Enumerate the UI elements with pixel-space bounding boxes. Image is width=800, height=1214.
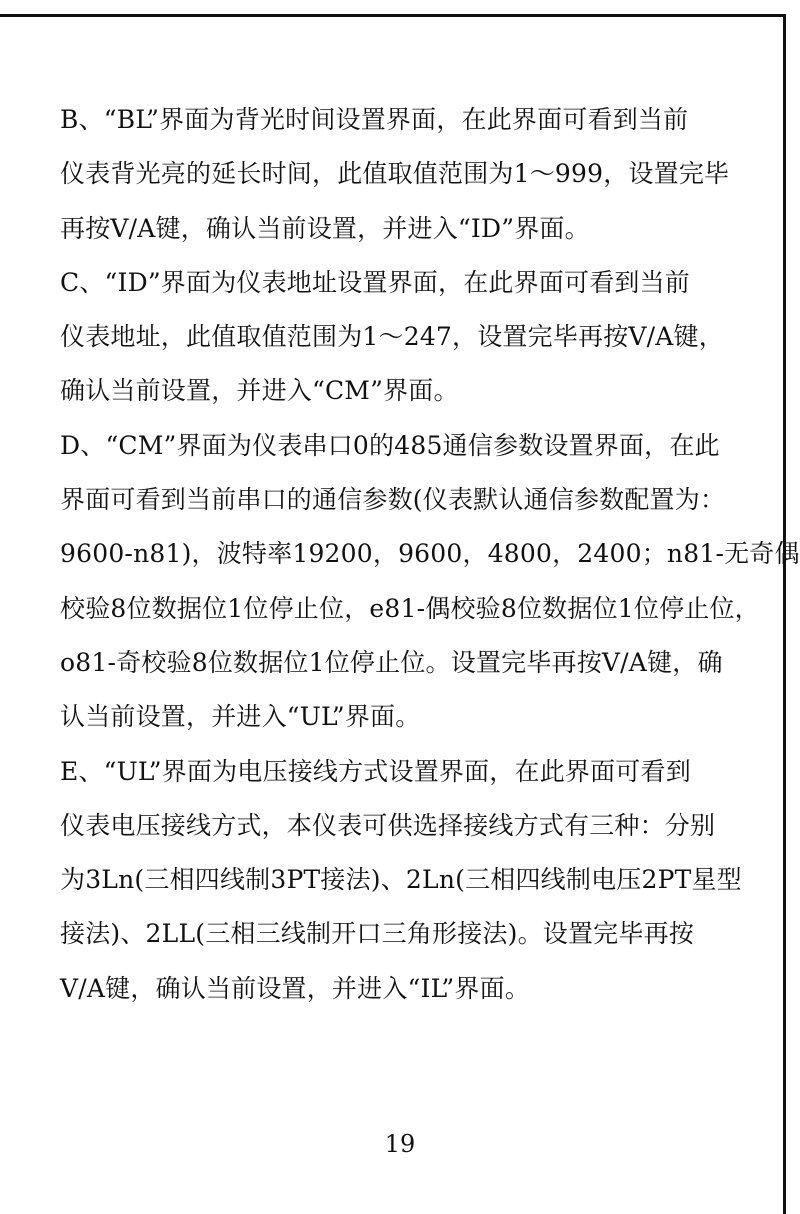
- text-line: D、“CM”界面为仪表串口0的485通信参数设置界面，在此: [60, 430, 720, 460]
- text-line: 9600-n81)，波特率19200，9600，4800，2400；n81-无奇偶: [60, 539, 800, 569]
- text-line: 校验8位数据位1位停止位，e81-偶校验8位数据位1位停止位，: [60, 593, 760, 623]
- text-line: 接法)、2LL(三相三线制开口三角形接法)。设置完毕再按: [60, 919, 694, 949]
- text-line: 仪表地址，此值取值范围为1～247，设置完毕再按V/A键，: [60, 322, 724, 352]
- text-line: 确认当前设置，并进入“CM”界面。: [60, 376, 459, 406]
- text-line: 仪表背光亮的延长时间，此值取值范围为1～999，设置完毕: [60, 159, 730, 189]
- text-line: E、“UL”界面为电压接线方式设置界面，在此界面可看到: [60, 756, 691, 786]
- text-line: B、“BL”界面为背光时间设置界面，在此界面可看到当前: [60, 105, 689, 134]
- text-line: 界面可看到当前串口的通信参数(仪表默认通信参数配置为：: [60, 485, 726, 515]
- page-number: 19: [384, 1130, 416, 1158]
- document-body: [60, 93, 800, 1016]
- text-line: C、“ID”界面为仪表地址设置界面，在此界面可看到当前: [60, 267, 691, 297]
- text-line: 认当前设置，并进入“UL”界面。: [60, 702, 421, 732]
- text-line: V/A键，确认当前设置，并进入“IL”界面。: [60, 973, 530, 1003]
- text-line: 再按V/A键，确认当前设置，并进入“ID”界面。: [60, 213, 590, 243]
- text-line: 仪表电压接线方式，本仪表可供选择接线方式有三种：分别: [60, 810, 716, 840]
- text-line: o81-奇校验8位数据位1位停止位。设置完毕再按V/A键，确: [60, 647, 723, 677]
- text-line: 为3Ln(三相四线制3PT接法)、2Ln(三相四线制电压2PT星型: [60, 865, 742, 895]
